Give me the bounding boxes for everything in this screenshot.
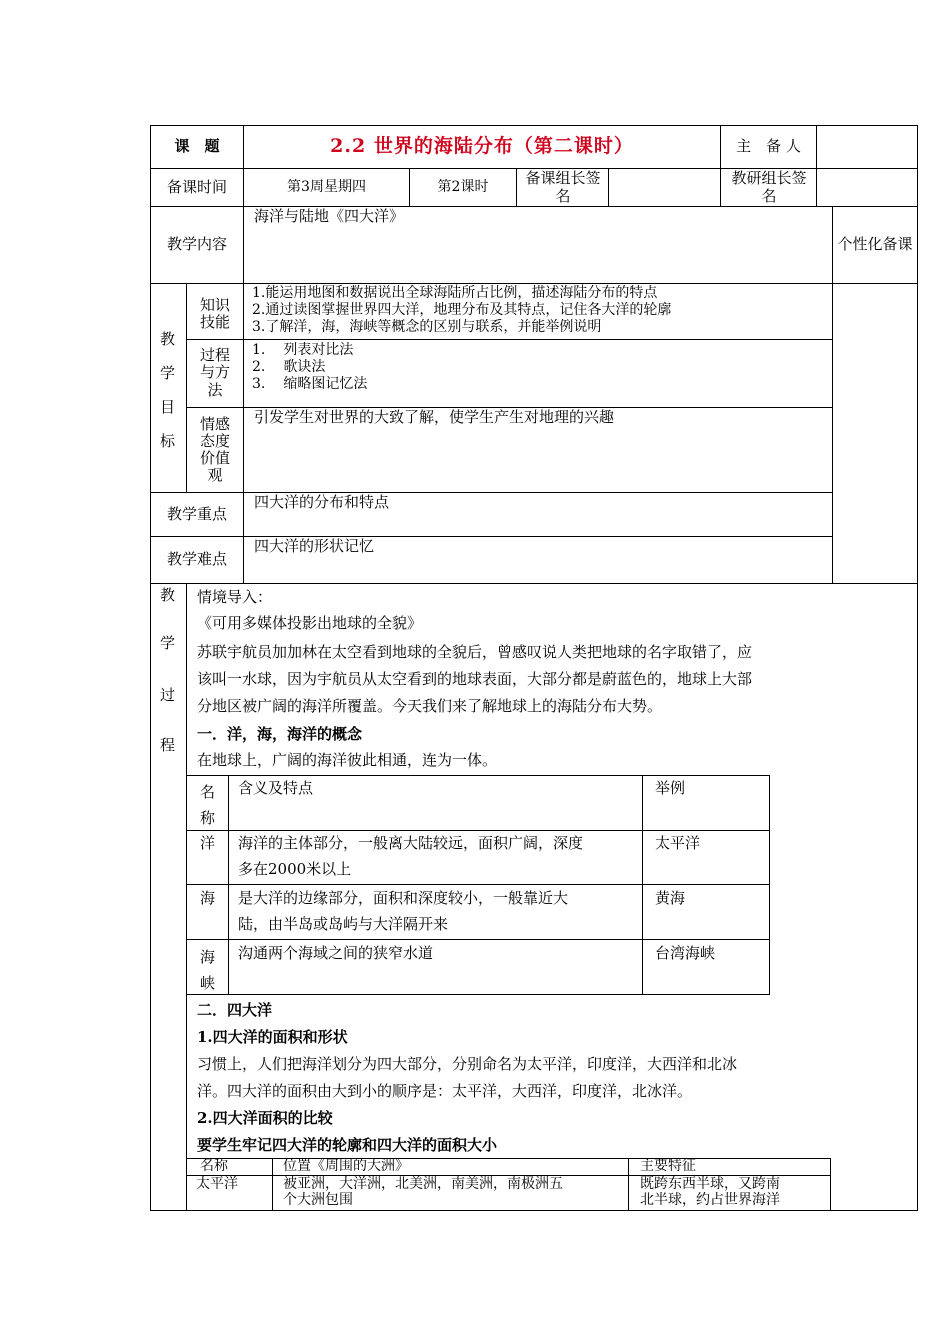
- research-leader-label: 教研组长签名: [731, 169, 807, 205]
- ocean-header-position: 位置《周围的大洲》: [283, 1158, 409, 1174]
- sub1-title: 1.四大洋的面积和形状: [197, 1028, 348, 1046]
- process-label-1: 教: [160, 586, 176, 604]
- ocean-row-position: 个大洲包围: [283, 1192, 353, 1208]
- concept-row-line: 是大洋的边缘部分，面积和深度较小，一般靠近大: [238, 889, 569, 907]
- topic-label: 课 题: [174, 137, 220, 156]
- time-label: 备课时间: [166, 177, 227, 196]
- intro-line: 《可用多媒体投影出地球的全貌》: [197, 614, 423, 632]
- knowledge-item-1: 1.能运用地图和数据说出全球海陆所占比例，描述海陆分布的特点: [252, 285, 658, 301]
- period-value: 第2课时: [437, 179, 489, 196]
- key-point-value: 四大洋的分布和特点: [254, 493, 390, 511]
- process-item-3: 3. 缩略图记忆法: [252, 376, 368, 392]
- preparer-value: [817, 126, 917, 168]
- concept-row-line: 多在2000米以上: [238, 860, 352, 878]
- sub1-line-1: 习惯上，人们把海洋划分为四大部分，分别命名为太平洋，印度洋，大西洋和北冰: [197, 1055, 738, 1073]
- section1-title: 一．洋，海，海洋的概念: [197, 725, 363, 743]
- concept-row-name: 海: [200, 889, 216, 907]
- week-value: 第3周星期四: [287, 179, 366, 196]
- process-label-4: 程: [160, 736, 176, 754]
- concept-row-line: 陆，由半岛或岛屿与大洋隔开来: [238, 915, 449, 933]
- difficulty-label: 教学难点: [166, 550, 227, 569]
- ocean-header-feature: 主要特征: [640, 1158, 696, 1174]
- objectives-label-4: 标: [160, 432, 176, 450]
- story-line-1: 苏联宇航员加加林在太空看到地球的全貌后，曾感叹说人类把地球的名字取错了，应: [197, 643, 753, 661]
- group-leader-value: [609, 169, 720, 206]
- intro-title: 情境导入：: [197, 588, 273, 606]
- sub2-title: 2.四大洋面积的比较: [197, 1109, 333, 1127]
- emotion-value: 引发学生对世界的大致了解，使学生产生对地理的兴趣: [254, 408, 615, 426]
- section1-intro: 在地球上，广阔的海洋彼此相通，连为一体。: [197, 751, 498, 769]
- process-item-2: 2. 歌诀法: [252, 359, 326, 375]
- concept-row-line: 沟通两个海域之间的狭窄水道: [238, 944, 434, 962]
- concept-row-name: 海峡: [200, 948, 216, 992]
- process-method-label: 过程与方法: [199, 346, 230, 399]
- story-line-2: 该叫一水球，因为宇航员从太空看到的地球表面，大部分都是蔚蓝色的，地球上大部: [197, 670, 753, 688]
- emotion-label: 情感态度价值观: [199, 414, 230, 485]
- preparer-label: 主 备 人: [736, 137, 801, 156]
- personal-prep-label: 个性化备课: [837, 235, 913, 254]
- process-label-2: 学: [160, 634, 176, 652]
- concept-row-line: 海洋的主体部分，一般离大陆较远，面积广阔，深度: [238, 834, 584, 852]
- section2-title: 二．四大洋: [197, 1001, 273, 1019]
- difficulty-value: 四大洋的形状记忆: [254, 537, 375, 555]
- concept-header-example: 举例: [655, 779, 686, 797]
- knowledge-item-2: 2.通过读图掌握世界四大洋，地理分布及其特点，记住各大洋的轮廓: [252, 302, 672, 318]
- ocean-row-feature: 既跨东西半球，又跨南: [640, 1176, 780, 1192]
- objectives-label-2: 学: [160, 364, 176, 382]
- concept-row-example: 太平洋: [655, 834, 701, 852]
- story-line-3: 分地区被广阔的海洋所覆盖。今天我们来了解地球上的海陆分布大势。: [197, 697, 663, 715]
- sub1-line-2: 洋。四大洋的面积由大到小的顺序是：太平洋，大西洋，印度洋，北冰洋。: [197, 1082, 693, 1100]
- content-label: 教学内容: [166, 235, 227, 254]
- ocean-row-feature: 北半球，约占世界海洋: [640, 1192, 780, 1208]
- concept-row-example: 黄海: [655, 889, 686, 907]
- concept-row-example: 台湾海峡: [655, 944, 716, 962]
- process-item-1: 1. 列表对比法: [252, 342, 354, 358]
- ocean-row-name: 太平洋: [196, 1176, 238, 1192]
- knowledge-label: 知识技能: [199, 295, 230, 331]
- content-value: 海洋与陆地《四大洋》: [254, 207, 405, 225]
- concept-header-name: 名称: [200, 783, 216, 827]
- process-label-3: 过: [160, 686, 176, 704]
- objectives-label-1: 教: [160, 330, 176, 348]
- research-leader-value: [817, 169, 917, 206]
- concept-row-name: 洋: [200, 834, 216, 852]
- sub2-note: 要学生牢记四大洋的轮廓和四大洋的面积大小: [197, 1136, 498, 1154]
- group-leader-label: 备课组长签名: [525, 169, 601, 205]
- key-point-label: 教学重点: [166, 504, 227, 523]
- objectives-label-3: 目: [160, 398, 176, 416]
- ocean-row-position: 被亚洲，大洋洲，北美洲，南美洲，南极洲五: [283, 1176, 563, 1192]
- page-title: 2.2 世界的海陆分布（第二课时）: [330, 135, 634, 158]
- knowledge-item-3: 3.了解洋，海，海峡等概念的区别与联系，并能举例说明: [252, 319, 602, 335]
- concept-header-meaning: 含义及特点: [238, 779, 314, 797]
- ocean-header-name: 名称: [200, 1158, 228, 1174]
